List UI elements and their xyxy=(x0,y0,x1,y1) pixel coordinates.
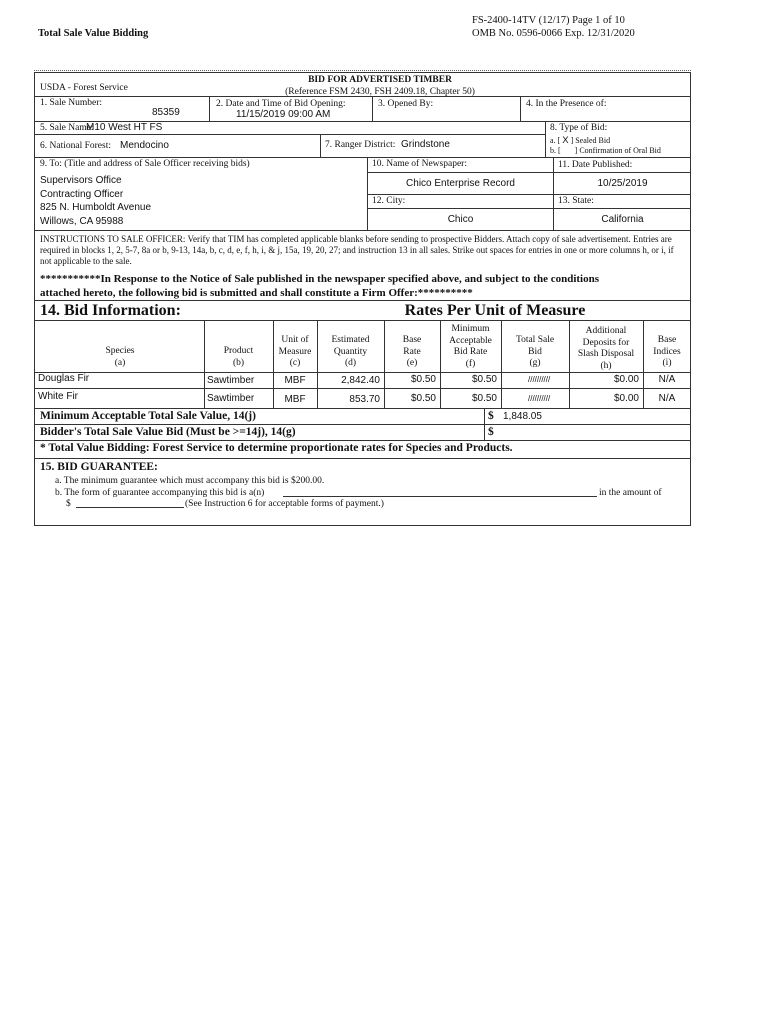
cell-product[interactable]: Sawtimber xyxy=(207,393,255,404)
firm-offer-line: attached hereto, the following bid is submitted and shall constitute a Firm Offer:********** xyxy=(40,287,473,299)
sale-name-label: 5. Sale Name: xyxy=(40,123,94,133)
address-line: Supervisors Office xyxy=(40,175,122,186)
date-published-label: 11. Date Published: xyxy=(558,160,633,170)
sealed-bid-label: ] Sealed Bid xyxy=(570,136,611,145)
cell-species[interactable]: White Fir xyxy=(38,391,78,402)
cell-slash[interactable]: $0.00 xyxy=(613,374,639,385)
guarantee-line-c: (See Instruction 6 for acceptable forms of payment.) xyxy=(185,499,384,509)
rates-title: Rates Per Unit of Measure xyxy=(404,302,586,319)
cell-species[interactable]: Douglas Fir xyxy=(38,373,90,384)
sealed-bid-prefix: a. [ xyxy=(550,136,561,145)
col-total-bid-header: Total Sale Bid (g) xyxy=(515,335,555,368)
col-product-header: Product (b) xyxy=(223,346,254,368)
col-unit-header: Unit of Measure (c) xyxy=(278,335,312,368)
national-forest-label: 6. National Forest: xyxy=(40,141,111,151)
col-indices-header: Base Indices (i) xyxy=(653,335,681,368)
bidder-total-label: Bidder's Total Sale Value Bid (Must be >=14j), 14(g) xyxy=(40,426,296,438)
guarantee-line-a: a. The minimum guarantee which must accompany this bid is $200.00. xyxy=(55,476,325,486)
cell-unit[interactable]: MBF xyxy=(284,394,306,405)
national-forest-value[interactable]: Mendocino xyxy=(120,140,169,151)
min-total-currency: $ xyxy=(488,410,494,422)
sealed-bid-option[interactable] xyxy=(550,136,610,145)
cell-indices[interactable]: N/A xyxy=(658,393,676,404)
cell-product[interactable]: Sawtimber xyxy=(207,375,255,386)
sale-name-value[interactable]: M10 West HT FS xyxy=(86,122,163,133)
to-label: 9. To: (Title and address of Sale Officer receiving bids) xyxy=(40,159,250,169)
newspaper-label: 10. Name of Newspaper: xyxy=(372,159,467,169)
date-time-value[interactable]: 11/15/2019 09:00 AM xyxy=(236,109,331,120)
date-published-value[interactable]: 10/25/2019 xyxy=(597,178,648,189)
omb-number: OMB No. 0596-0066 Exp. 12/31/2020 xyxy=(472,28,635,39)
sale-number-label: 1. Sale Number: xyxy=(40,98,103,108)
bid-guarantee-title: 15. BID GUARANTEE: xyxy=(40,461,158,473)
col-min-rate-header: Minimum Acceptable Bid Rate (f) xyxy=(449,324,492,369)
cell-quantity[interactable]: 2,842.40 xyxy=(341,375,380,386)
instructions-to-sale-officer: INSTRUCTIONS TO SALE OFFICER: Verify that TIM has completed applicable blanks before sending to prospective Bidders. Attach copy of sale advertisement. Entries are required in blocks 1, 2, 5-7, 8a or b, 9-13, 14a, b, c, d, e, f, h, i, & j, 15a, 19, 20, 27; and instruction 13 in all sales. Strike out spaces for entries in one or more columns h, or i, if not applicable to the sale. xyxy=(40,234,674,266)
cell-base-rate[interactable]: $0.50 xyxy=(410,393,436,404)
state-label: 13. State: xyxy=(558,196,594,206)
guarantee-form-input[interactable] xyxy=(283,496,597,497)
sale-number-value[interactable]: 85359 xyxy=(152,107,180,118)
min-total-label: Minimum Acceptable Total Sale Value, 14(j) xyxy=(40,410,256,422)
guarantee-amount-input[interactable] xyxy=(76,507,184,508)
oral-bid-option[interactable] xyxy=(550,146,661,155)
cell-total-bid[interactable]: ////////// xyxy=(528,394,551,403)
firm-offer-line: ***********In Response to the Notice of Sale published in the newspaper specified above, and subject to the conditions xyxy=(40,273,600,285)
bidder-total-input[interactable] xyxy=(500,427,680,439)
cell-quantity[interactable]: 853.70 xyxy=(349,394,380,405)
firm-offer-statement xyxy=(40,272,686,300)
type-of-bid-label: 8. Type of Bid: xyxy=(550,123,608,133)
city-label: 12. City: xyxy=(372,196,406,206)
date-time-label: 2. Date and Time of Bid Opening: xyxy=(216,99,346,109)
cell-total-bid[interactable]: ////////// xyxy=(528,375,551,384)
address-line: 825 N. Humboldt Avenue xyxy=(40,202,152,213)
bid-info-title: 14. Bid Information: xyxy=(40,302,181,319)
agency: USDA - Forest Service xyxy=(40,83,128,93)
oral-bid-label: ] Confirmation of Oral Bid xyxy=(574,146,661,155)
form-left-title: Total Sale Value Bidding xyxy=(38,28,149,39)
cell-slash[interactable]: $0.00 xyxy=(613,393,639,404)
col-base-rate-header: Base Rate (e) xyxy=(402,335,422,368)
cell-min-rate[interactable]: $0.50 xyxy=(471,393,497,404)
cell-indices[interactable]: N/A xyxy=(658,374,676,385)
guarantee-line-b-suffix: in the amount of xyxy=(599,488,662,498)
oral-bid-prefix: b. [ xyxy=(550,146,561,155)
cell-min-rate[interactable]: $0.50 xyxy=(471,374,497,385)
sale-officer-address[interactable] xyxy=(40,174,151,228)
ranger-district-value[interactable]: Grindstone xyxy=(401,139,450,150)
form-number: FS-2400-14TV (12/17) Page 1 of 10 xyxy=(472,15,625,26)
presence-label: 4. In the Presence of: xyxy=(526,99,607,109)
opened-by-label: 3. Opened By: xyxy=(378,99,434,109)
newspaper-value[interactable]: Chico Enterprise Record xyxy=(406,178,515,189)
min-total-value[interactable]: 1,848.05 xyxy=(503,411,542,422)
guarantee-currency: $ xyxy=(66,499,71,509)
ranger-district-label: 7. Ranger District: xyxy=(325,140,396,150)
col-quantity-header: Estimated Quantity (d) xyxy=(331,335,370,368)
sealed-bid-checkmark[interactable]: X xyxy=(562,135,569,146)
guarantee-line-b: b. The form of guarantee accompanying this bid is a(n) xyxy=(55,488,265,498)
address-line: Contracting Officer xyxy=(40,188,124,200)
state-value[interactable]: California xyxy=(601,214,644,225)
total-value-bidding-note: * Total Value Bidding: Forest Service to determine proportionate rates for Species and Products. xyxy=(40,442,513,454)
address-line: Willows, CA 95988 xyxy=(40,215,124,227)
form-reference: (Reference FSM 2430, FSH 2409.18, Chapter 50) xyxy=(285,87,475,97)
city-value[interactable]: Chico xyxy=(447,214,474,225)
col-slash-header: Additional Deposits for Slash Disposal (h) xyxy=(577,326,635,371)
bidder-total-currency: $ xyxy=(488,426,494,438)
col-species-header: Species (a) xyxy=(105,346,135,368)
cell-unit[interactable]: MBF xyxy=(284,375,306,386)
form-title: BID FOR ADVERTISED TIMBER xyxy=(308,75,452,85)
cell-base-rate[interactable]: $0.50 xyxy=(410,374,436,385)
